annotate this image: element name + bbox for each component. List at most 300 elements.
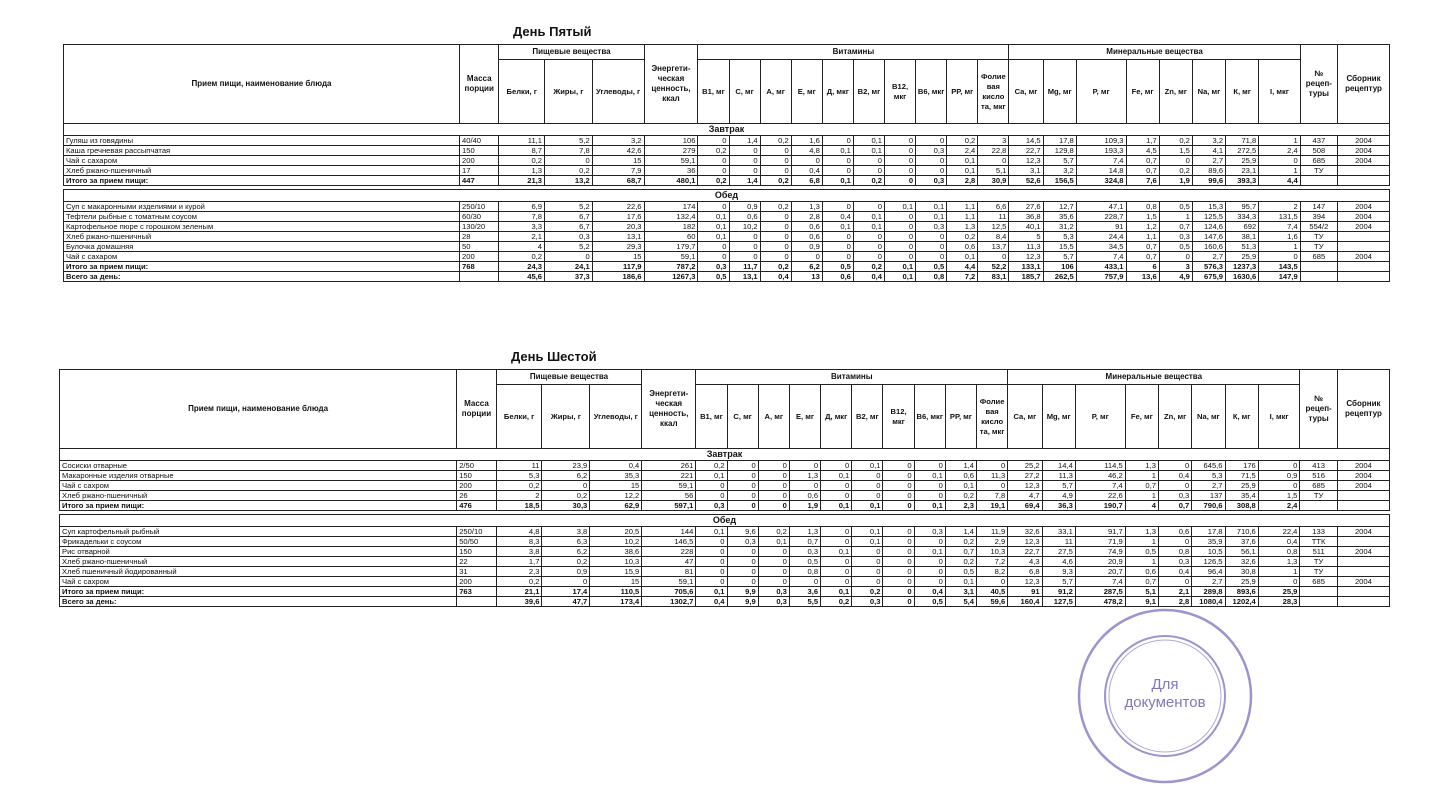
dish-name: Гуляш из говядины bbox=[64, 136, 460, 146]
value-cell: 36,3 bbox=[1042, 501, 1075, 511]
value-cell: 0,5 bbox=[1159, 242, 1192, 252]
table-row bbox=[64, 202, 1390, 212]
value-cell: 186,6 bbox=[592, 272, 644, 282]
value-cell: 0,3 bbox=[696, 501, 727, 511]
value-cell: 59,1 bbox=[644, 156, 698, 166]
value-cell: 1,4 bbox=[945, 461, 976, 471]
value-cell: 2,4 bbox=[947, 146, 978, 156]
value-cell: 7,8 bbox=[499, 212, 545, 222]
value-cell: 0 bbox=[760, 156, 791, 166]
value-cell: 22,6 bbox=[592, 202, 644, 212]
value-cell: 0,8 bbox=[1158, 547, 1191, 557]
value-cell: 21,1 bbox=[496, 587, 542, 597]
value-cell: 24,1 bbox=[545, 262, 593, 272]
value-cell: 279 bbox=[644, 146, 698, 156]
value-cell: 7,4 bbox=[1075, 577, 1125, 587]
value-cell: 30,3 bbox=[542, 501, 590, 511]
recipe-collection: 2004 bbox=[1337, 481, 1389, 491]
value-cell: 0,1 bbox=[821, 471, 852, 481]
value-cell: 9,9 bbox=[727, 597, 758, 607]
value-cell: 1,2 bbox=[1126, 222, 1159, 232]
value-cell: 0 bbox=[977, 577, 1008, 587]
dish-name: Итого за прием пищи: bbox=[64, 262, 460, 272]
value-cell: 0,6 bbox=[945, 471, 976, 481]
value-cell: 0,1 bbox=[822, 146, 853, 156]
value-cell: 83,1 bbox=[978, 272, 1009, 282]
value-cell: 30,8 bbox=[1225, 567, 1258, 577]
value-cell: 0 bbox=[822, 232, 853, 242]
value-cell: 2,8 bbox=[1158, 597, 1191, 607]
value-cell: 0,7 bbox=[1125, 481, 1158, 491]
value-cell: 5,3 bbox=[1192, 471, 1225, 481]
value-cell: 0 bbox=[760, 146, 791, 156]
table-row bbox=[64, 222, 1390, 232]
value-cell: 0,6 bbox=[791, 232, 822, 242]
value-cell: 0 bbox=[852, 481, 883, 491]
value-cell: 272,5 bbox=[1226, 146, 1259, 156]
col-sub-header: Д, мкг bbox=[822, 60, 853, 124]
dish-name: Чай с сахром bbox=[60, 577, 457, 587]
value-cell: 0,7 bbox=[789, 537, 820, 547]
value-cell: 0 bbox=[883, 527, 914, 537]
dish-name: Хлеб ржано-пшеничный bbox=[60, 491, 457, 501]
value-cell: 10,2 bbox=[590, 537, 642, 547]
value-cell: 0,2 bbox=[945, 537, 976, 547]
value-cell: 95,7 bbox=[1226, 202, 1259, 212]
value-cell: 0,7 bbox=[1158, 501, 1191, 511]
dish-mass: 768 bbox=[460, 262, 499, 272]
value-cell: 5,7 bbox=[1043, 252, 1076, 262]
value-cell: 6,8 bbox=[1008, 567, 1042, 577]
value-cell: 11,3 bbox=[977, 471, 1008, 481]
value-cell: 37,6 bbox=[1225, 537, 1258, 547]
value-cell: 0,5 bbox=[1159, 202, 1192, 212]
value-cell: 15,5 bbox=[1043, 242, 1076, 252]
recipe-collection bbox=[1337, 557, 1389, 567]
recipe-collection: 2004 bbox=[1338, 222, 1390, 232]
value-cell: 25,9 bbox=[1226, 156, 1259, 166]
value-cell: 0 bbox=[914, 557, 945, 567]
empty-cell bbox=[1337, 597, 1389, 607]
value-cell: 146,5 bbox=[642, 537, 696, 547]
value-cell: 645,6 bbox=[1192, 461, 1225, 471]
value-cell: 31,2 bbox=[1043, 222, 1076, 232]
value-cell: 0 bbox=[916, 166, 947, 176]
value-cell: 39,6 bbox=[496, 597, 542, 607]
value-cell: 59,1 bbox=[642, 577, 696, 587]
value-cell: 15 bbox=[590, 481, 642, 491]
dish-name: Картофельное пюре с горошком зеленым bbox=[64, 222, 460, 232]
recipe-number: 413 bbox=[1300, 461, 1337, 471]
value-cell: 47,1 bbox=[1076, 202, 1126, 212]
dish-name: Тефтели рыбные с томатным соусом bbox=[64, 212, 460, 222]
value-cell: 0 bbox=[822, 136, 853, 146]
value-cell: 0 bbox=[883, 461, 914, 471]
value-cell: 0,6 bbox=[791, 222, 822, 232]
recipe-collection: 2004 bbox=[1338, 136, 1390, 146]
menu-table-day-6 bbox=[59, 369, 1390, 607]
value-cell: 0 bbox=[696, 481, 727, 491]
value-cell: 2 bbox=[496, 491, 542, 501]
value-cell: 56 bbox=[642, 491, 696, 501]
value-cell: 0,5 bbox=[914, 597, 945, 607]
value-cell: 35,9 bbox=[1192, 537, 1225, 547]
value-cell: 0,1 bbox=[696, 527, 727, 537]
value-cell: 0 bbox=[852, 491, 883, 501]
value-cell: 106 bbox=[1043, 262, 1076, 272]
value-cell: 10,3 bbox=[590, 557, 642, 567]
col-minerals-header: Минеральные вещества bbox=[1009, 45, 1300, 60]
dish-mass: 50 bbox=[460, 242, 499, 252]
col-sub-header: Фолие вая кисло та, мкг bbox=[977, 385, 1008, 449]
value-cell: 0,3 bbox=[1158, 557, 1191, 567]
value-cell: 13 bbox=[791, 272, 822, 282]
value-cell: 4,3 bbox=[1008, 557, 1042, 567]
value-cell: 675,9 bbox=[1192, 272, 1225, 282]
value-cell: 0,2 bbox=[760, 136, 791, 146]
value-cell: 144 bbox=[642, 527, 696, 537]
section-header bbox=[60, 515, 1390, 527]
value-cell: 4,4 bbox=[947, 262, 978, 272]
value-cell: 0 bbox=[696, 491, 727, 501]
value-cell: 62,9 bbox=[590, 501, 642, 511]
value-cell: 0 bbox=[758, 481, 789, 491]
value-cell: 0,5 bbox=[916, 262, 947, 272]
value-cell: 1 bbox=[1259, 136, 1301, 146]
value-cell: 0,1 bbox=[885, 262, 916, 272]
value-cell: 0 bbox=[696, 537, 727, 547]
value-cell: 0 bbox=[916, 156, 947, 166]
value-cell: 28,3 bbox=[1258, 597, 1300, 607]
value-cell: 7,8 bbox=[977, 491, 1008, 501]
dish-mass: 31 bbox=[457, 567, 497, 577]
value-cell: 160,6 bbox=[1192, 242, 1225, 252]
value-cell: 1 bbox=[1258, 567, 1300, 577]
value-cell: 0,3 bbox=[758, 587, 789, 597]
value-cell: 3,3 bbox=[499, 222, 545, 232]
value-cell: 14,4 bbox=[1042, 461, 1075, 471]
value-cell: 0 bbox=[978, 156, 1009, 166]
value-cell: 35,4 bbox=[1225, 491, 1258, 501]
value-cell: 5,3 bbox=[1043, 232, 1076, 242]
value-cell: 0,1 bbox=[821, 501, 852, 511]
value-cell: 0 bbox=[821, 527, 852, 537]
value-cell: 0 bbox=[914, 567, 945, 577]
col-sub-header: С, мг bbox=[729, 60, 760, 124]
value-cell: 0 bbox=[1158, 577, 1191, 587]
meal-total-row bbox=[64, 176, 1390, 186]
value-cell: 81 bbox=[642, 567, 696, 577]
dish-mass: 763 bbox=[457, 587, 497, 597]
value-cell: 22,8 bbox=[978, 146, 1009, 156]
value-cell: 3,2 bbox=[1043, 166, 1076, 176]
dish-mass: 200 bbox=[460, 252, 499, 262]
value-cell: 0,1 bbox=[885, 272, 916, 282]
value-cell: 710,6 bbox=[1225, 527, 1258, 537]
recipe-number: ТУ bbox=[1300, 242, 1337, 252]
value-cell: 4,5 bbox=[1126, 146, 1159, 156]
value-cell: 3,1 bbox=[1009, 166, 1043, 176]
value-cell: 0 bbox=[789, 461, 820, 471]
value-cell: 12,5 bbox=[978, 222, 1009, 232]
value-cell: 0,1 bbox=[821, 587, 852, 597]
recipe-number: 685 bbox=[1300, 577, 1337, 587]
value-cell: 4,9 bbox=[1042, 491, 1075, 501]
value-cell: 0,1 bbox=[853, 136, 884, 146]
col-sub-header: В6, мкг bbox=[914, 385, 945, 449]
value-cell: 228,7 bbox=[1076, 212, 1126, 222]
value-cell: 0,3 bbox=[852, 597, 883, 607]
value-cell: 40,5 bbox=[977, 587, 1008, 597]
value-cell: 0 bbox=[885, 176, 916, 186]
value-cell: 1,6 bbox=[1259, 232, 1301, 242]
value-cell: 893,6 bbox=[1225, 587, 1258, 597]
value-cell: 0 bbox=[760, 166, 791, 176]
value-cell: 12,3 bbox=[1008, 577, 1042, 587]
value-cell: 38,6 bbox=[590, 547, 642, 557]
value-cell: 42,6 bbox=[592, 146, 644, 156]
recipe-number: ТТК bbox=[1300, 537, 1337, 547]
value-cell: 176 bbox=[1225, 461, 1258, 471]
recipe-number: ТУ bbox=[1300, 567, 1337, 577]
value-cell: 0 bbox=[853, 202, 884, 212]
value-cell: 15 bbox=[592, 156, 644, 166]
value-cell: 6,8 bbox=[791, 176, 822, 186]
value-cell: 12,2 bbox=[590, 491, 642, 501]
meal-total-row bbox=[60, 587, 1390, 597]
col-sub-header: В12, мкг bbox=[883, 385, 914, 449]
value-cell: 0,1 bbox=[698, 232, 729, 242]
col-sub-header: Zn, мг bbox=[1159, 60, 1192, 124]
value-cell: 0 bbox=[885, 252, 916, 262]
recipe-number: 437 bbox=[1300, 136, 1337, 146]
stamp-text-1: Для bbox=[1151, 676, 1179, 693]
value-cell: 114,5 bbox=[1075, 461, 1125, 471]
recipe-number: 508 bbox=[1300, 146, 1337, 156]
value-cell: 0 bbox=[822, 252, 853, 262]
recipe-collection bbox=[1337, 491, 1389, 501]
value-cell: 23,9 bbox=[542, 461, 590, 471]
value-cell: 0,4 bbox=[1258, 537, 1300, 547]
value-cell: 324,8 bbox=[1076, 176, 1126, 186]
value-cell: 0 bbox=[789, 481, 820, 491]
value-cell: 2,7 bbox=[1192, 252, 1225, 262]
col-vitamins-header: Витамины bbox=[696, 370, 1008, 385]
value-cell: 0 bbox=[729, 166, 760, 176]
value-cell: 47,7 bbox=[542, 597, 590, 607]
col-collection-header: Сборник рецептур bbox=[1337, 370, 1389, 449]
col-sub-header: I, мкг bbox=[1259, 60, 1301, 124]
value-cell: 12,3 bbox=[1009, 156, 1043, 166]
value-cell: 0 bbox=[727, 547, 758, 557]
value-cell: 14,5 bbox=[1009, 136, 1043, 146]
value-cell: 11 bbox=[978, 212, 1009, 222]
value-cell: 1,1 bbox=[947, 202, 978, 212]
value-cell: 117,9 bbox=[592, 262, 644, 272]
value-cell: 125,5 bbox=[1192, 212, 1225, 222]
value-cell: 23,1 bbox=[1226, 166, 1259, 176]
recipe-collection bbox=[1338, 166, 1390, 176]
dish-name: Рис отварной bbox=[60, 547, 457, 557]
col-sub-header: Fe, мг bbox=[1126, 60, 1159, 124]
value-cell: 19,1 bbox=[977, 501, 1008, 511]
value-cell: 5,5 bbox=[789, 597, 820, 607]
value-cell: 0,2 bbox=[698, 176, 729, 186]
col-sub-header: Белки, г bbox=[496, 385, 542, 449]
col-sub-header: Na, мг bbox=[1192, 60, 1225, 124]
col-energy-header: Энергети-ческая ценность, ккал bbox=[644, 45, 698, 124]
value-cell: 1,7 bbox=[1126, 136, 1159, 146]
value-cell: 5,1 bbox=[1125, 587, 1158, 597]
value-cell: 221 bbox=[642, 471, 696, 481]
col-dish-header: Прием пищи, наименование блюда bbox=[60, 370, 457, 449]
value-cell: 20,3 bbox=[592, 222, 644, 232]
value-cell: 0 bbox=[729, 242, 760, 252]
value-cell: 1 bbox=[1125, 537, 1158, 547]
value-cell: 11,1 bbox=[499, 136, 545, 146]
dish-mass: 200 bbox=[457, 577, 497, 587]
value-cell: 69,4 bbox=[1008, 501, 1042, 511]
value-cell: 0 bbox=[760, 222, 791, 232]
value-cell: 2,8 bbox=[947, 176, 978, 186]
value-cell: 2,4 bbox=[1259, 146, 1301, 156]
day-total-row bbox=[64, 272, 1390, 282]
col-sub-header: А, мг bbox=[758, 385, 789, 449]
value-cell: 0,2 bbox=[947, 232, 978, 242]
value-cell: 1,3 bbox=[1125, 461, 1158, 471]
section-title: Обед bbox=[64, 190, 1390, 202]
value-cell: 22,4 bbox=[1258, 527, 1300, 537]
value-cell: 25,9 bbox=[1225, 481, 1258, 491]
value-cell: 6,6 bbox=[978, 202, 1009, 212]
col-sub-header: Е, мг bbox=[789, 385, 820, 449]
value-cell: 13,1 bbox=[592, 232, 644, 242]
value-cell: 37,3 bbox=[545, 272, 593, 282]
value-cell: 5,2 bbox=[545, 242, 593, 252]
value-cell: 0 bbox=[821, 577, 852, 587]
col-sub-header: Р, мг bbox=[1075, 385, 1125, 449]
value-cell: 2,3 bbox=[945, 501, 976, 511]
value-cell: 1,3 bbox=[791, 202, 822, 212]
value-cell: 18,5 bbox=[496, 501, 542, 511]
value-cell: 0 bbox=[852, 557, 883, 567]
value-cell: 13,1 bbox=[729, 272, 760, 282]
col-sub-header: Zn, мг bbox=[1158, 385, 1191, 449]
value-cell: 46,2 bbox=[1075, 471, 1125, 481]
value-cell: 0,2 bbox=[545, 166, 593, 176]
value-cell: 0,2 bbox=[1159, 166, 1192, 176]
value-cell: 52,2 bbox=[978, 262, 1009, 272]
col-sub-header: Жиры, г bbox=[542, 385, 590, 449]
value-cell: 0,6 bbox=[729, 212, 760, 222]
day-total-row bbox=[60, 597, 1390, 607]
col-sub-header: Са, мг bbox=[1008, 385, 1042, 449]
value-cell: 1,6 bbox=[791, 136, 822, 146]
meal-total-row bbox=[64, 262, 1390, 272]
recipe-collection: 2004 bbox=[1338, 146, 1390, 156]
col-sub-header: Жиры, г bbox=[545, 60, 593, 124]
col-sub-header: С, мг bbox=[727, 385, 758, 449]
value-cell: 0 bbox=[822, 242, 853, 252]
value-cell: 5,3 bbox=[496, 471, 542, 481]
dish-mass: 60/30 bbox=[460, 212, 499, 222]
value-cell: 0,3 bbox=[1158, 491, 1191, 501]
value-cell: 12,3 bbox=[1009, 252, 1043, 262]
value-cell: 0,2 bbox=[760, 262, 791, 272]
col-sub-header: В6, мкг bbox=[916, 60, 947, 124]
value-cell: 0,7 bbox=[945, 547, 976, 557]
value-cell: 0 bbox=[698, 156, 729, 166]
value-cell: 5,2 bbox=[545, 202, 593, 212]
value-cell: 7,2 bbox=[977, 557, 1008, 567]
value-cell: 0 bbox=[852, 577, 883, 587]
value-cell: 0 bbox=[727, 577, 758, 587]
value-cell: 0 bbox=[727, 491, 758, 501]
value-cell: 0 bbox=[977, 461, 1008, 471]
value-cell: 25,2 bbox=[1008, 461, 1042, 471]
value-cell: 0,1 bbox=[947, 252, 978, 262]
value-cell: 0,2 bbox=[542, 491, 590, 501]
recipe-number: ТУ bbox=[1300, 166, 1337, 176]
value-cell: 0,2 bbox=[499, 156, 545, 166]
value-cell: 0,4 bbox=[696, 597, 727, 607]
value-cell: 3,8 bbox=[496, 547, 542, 557]
value-cell: 38,1 bbox=[1226, 232, 1259, 242]
value-cell: 0 bbox=[1159, 252, 1192, 262]
value-cell: 0 bbox=[729, 232, 760, 242]
value-cell: 0 bbox=[853, 166, 884, 176]
value-cell: 13,7 bbox=[978, 242, 1009, 252]
value-cell: 0,3 bbox=[727, 537, 758, 547]
table-row bbox=[60, 491, 1390, 501]
value-cell: 1 bbox=[1259, 242, 1301, 252]
col-sub-header: РР, мг bbox=[945, 385, 976, 449]
value-cell: 0 bbox=[760, 252, 791, 262]
recipe-collection: 2004 bbox=[1337, 471, 1389, 481]
value-cell: 0,2 bbox=[945, 491, 976, 501]
col-sub-header: Fe, мг bbox=[1125, 385, 1158, 449]
value-cell: 0 bbox=[760, 232, 791, 242]
value-cell: 1302,7 bbox=[642, 597, 696, 607]
col-collection-header: Сборник рецептур bbox=[1338, 45, 1390, 124]
empty-cell bbox=[1300, 272, 1337, 282]
col-sub-header: В1, мг bbox=[698, 60, 729, 124]
value-cell: 71,9 bbox=[1075, 537, 1125, 547]
value-cell: 1,5 bbox=[1159, 146, 1192, 156]
day-title-5: День Пятый bbox=[513, 24, 592, 39]
value-cell: 0 bbox=[758, 461, 789, 471]
value-cell: 56,1 bbox=[1225, 547, 1258, 557]
value-cell: 126,5 bbox=[1192, 557, 1225, 567]
value-cell: 0 bbox=[1258, 481, 1300, 491]
value-cell: 0,1 bbox=[822, 176, 853, 186]
value-cell: 0,1 bbox=[852, 527, 883, 537]
value-cell: 0 bbox=[978, 252, 1009, 262]
value-cell: 0,4 bbox=[853, 272, 884, 282]
value-cell: 0 bbox=[758, 491, 789, 501]
value-cell: 0 bbox=[914, 461, 945, 471]
value-cell: 0 bbox=[883, 547, 914, 557]
value-cell: 0,8 bbox=[789, 567, 820, 577]
value-cell: 22,7 bbox=[1009, 146, 1043, 156]
value-cell: 0 bbox=[977, 481, 1008, 491]
dish-name: Хлеб пшеничный йодированный bbox=[60, 567, 457, 577]
dish-name: Чай с сахром bbox=[60, 481, 457, 491]
value-cell: 7,2 bbox=[947, 272, 978, 282]
value-cell: 34,5 bbox=[1076, 242, 1126, 252]
value-cell: 182 bbox=[644, 222, 698, 232]
value-cell: 17,8 bbox=[1043, 136, 1076, 146]
